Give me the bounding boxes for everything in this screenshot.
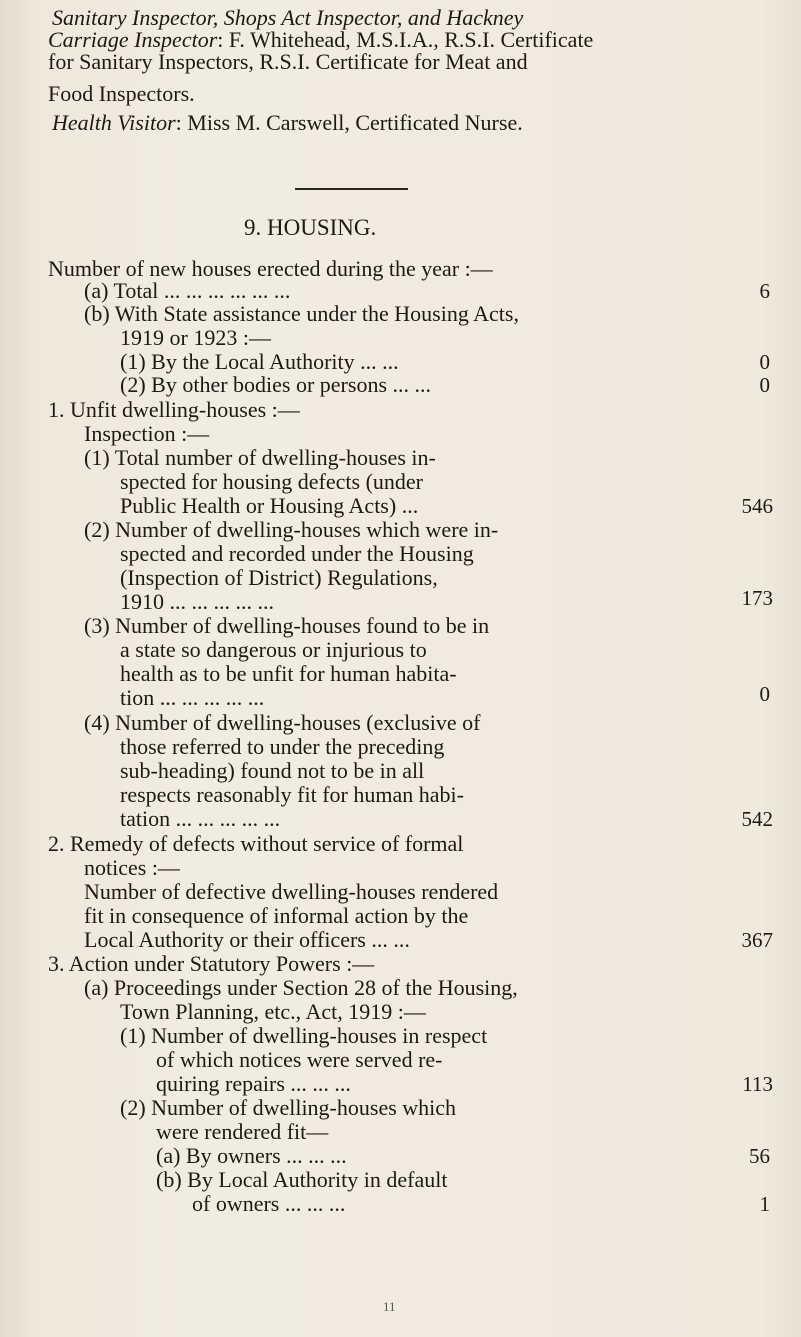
notices-served-line-1: (1) Number of dwelling-houses in respect [120, 1023, 488, 1048]
staff-line-4: Food Inspectors. [48, 81, 195, 106]
remedy-value: 367 [741, 928, 773, 952]
item-1-3-line-3: health as to be unfit for human habita- [120, 661, 457, 686]
by-local-authority-default-line-1: (b) By Local Authority in default [156, 1167, 448, 1192]
new-houses-heading: Number of new houses erected during the year :— [48, 256, 493, 281]
item-1-1-line-2: spected for housing defects (under [120, 469, 424, 494]
item-1-3-line-4: tion ... ... ... ... ... [120, 685, 265, 710]
staff-line-5 [52, 111, 523, 135]
by-owners-value: 56 [749, 1144, 770, 1168]
item-1-4-line-4: respects reasonably fit for human habi- [120, 782, 464, 807]
item-1-4-line-3: sub-heading) found not to be in all [120, 758, 425, 783]
item-1-1-line-1: (1) Total number of dwelling-houses in- [84, 445, 436, 470]
item-1-3-line-2: a state so dangerous or injurious to [120, 637, 427, 662]
notices-served-line-3: quiring repairs ... ... ... [156, 1071, 351, 1096]
by-local-authority-label: (1) By the Local Authority ... ... [120, 349, 399, 374]
by-local-authority-value: 0 [759, 350, 770, 374]
new-houses-total-value: 6 [759, 279, 770, 303]
notices-served-line-2: of which notices were served re- [156, 1047, 443, 1072]
rendered-fit-line-1: (2) Number of dwelling-houses which [120, 1095, 457, 1120]
state-assistance-line-2: 1919 or 1923 :— [120, 325, 271, 350]
item-1-2-line-4: 1910 ... ... ... ... ... [120, 589, 274, 614]
section-28-line-1: (a) Proceedings under Section 28 of the Housing, [84, 975, 518, 1000]
item-1-2-line-2: spected and recorded under the Housing [120, 541, 474, 566]
item-1-2-value: 173 [741, 586, 773, 610]
item-1-4-line-5: tation ... ... ... ... ... [120, 806, 281, 831]
staff-line-1: Sanitary Inspector, Shops Act Inspector, and Hackney [52, 5, 524, 30]
unfit-dwellings-heading: 1. Unfit dwelling-houses :— [48, 397, 300, 422]
remedy-line-5: Local Authority or their officers ... ... [84, 927, 410, 952]
state-assistance-line-1: (b) With State assistance under the Housing Acts, [84, 301, 519, 326]
item-1-4-value: 542 [741, 807, 773, 831]
item-1-3-value: 0 [759, 682, 770, 706]
remedy-line-1: 2. Remedy of defects without service of formal [48, 831, 464, 856]
item-1-1-value: 546 [741, 494, 773, 518]
statutory-powers-heading: 3. Action under Statutory Powers :— [48, 951, 375, 976]
item-1-3-line-1: (3) Number of dwelling-houses found to be in [84, 613, 490, 638]
section-28-line-2: Town Planning, etc., Act, 1919 :— [120, 999, 426, 1024]
item-1-4-line-1: (4) Number of dwelling-houses (exclusive of [84, 710, 481, 735]
item-1-2-line-3: (Inspection of District) Regulations, [120, 565, 438, 590]
staff-carriage-inspector-text: : F. Whitehead, M.S.I.A., R.S.I. Certificate [217, 27, 594, 52]
item-1-4-line-2: those referred to under the preceding [120, 734, 445, 759]
notices-served-value: 113 [742, 1072, 773, 1096]
by-other-bodies-label: (2) By other bodies or persons ... ... [120, 372, 432, 397]
section-divider [295, 188, 408, 190]
by-other-bodies-value: 0 [759, 373, 770, 397]
remedy-line-3: Number of defective dwelling-houses rendered [84, 879, 499, 904]
section-title: 9. HOUSING. [244, 215, 377, 240]
by-local-authority-default-line-2: of owners ... ... ... [192, 1191, 346, 1216]
remedy-line-4: fit in consequence of informal action by the [84, 903, 469, 928]
by-owners-label: (a) By owners ... ... ... [156, 1143, 347, 1168]
rendered-fit-line-2: were rendered fit— [156, 1119, 329, 1144]
item-1-2-line-1: (2) Number of dwelling-houses which were in- [84, 517, 499, 542]
staff-line-3: for Sanitary Inspectors, R.S.I. Certificate for Meat and [48, 49, 528, 74]
new-houses-total-label: (a) Total ... ... ... ... ... ... [84, 278, 291, 303]
item-1-1-line-3: Public Health or Housing Acts) ... [120, 493, 419, 518]
page-number: 11 [383, 1299, 396, 1314]
staff-role-health-visitor: Health Visitor [52, 110, 176, 135]
remedy-line-2: notices :— [84, 855, 180, 880]
inspection-heading: Inspection :— [84, 421, 210, 446]
staff-health-visitor-text: : Miss M. Carswell, Certificated Nurse. [175, 110, 523, 135]
by-local-authority-default-value: 1 [759, 1192, 770, 1216]
staff-role-carriage-inspector: Carriage Inspector [48, 27, 218, 52]
